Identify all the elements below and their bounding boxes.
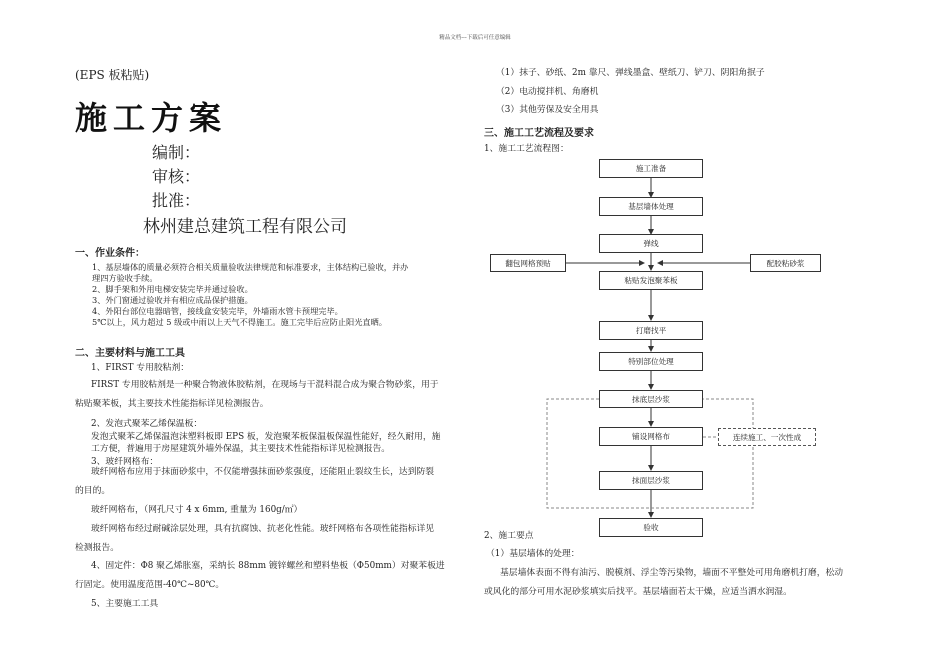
key-points-title: 2、施工要点 bbox=[484, 531, 534, 541]
text-line: 发泡式聚苯乙烯保温泡沫塑料板即 EPS 板，发泡聚苯板保温板保温性能好，经久耐用，施 bbox=[91, 431, 441, 442]
text-line: 4、外阳台部位电器暗管，接线盒安装完毕，外墙雨水管卡预埋完毕。 bbox=[92, 306, 343, 316]
section-1-title: 一、作业条件： bbox=[75, 248, 145, 259]
flow-note-continuous: 连续施工、一次性成 bbox=[718, 428, 816, 446]
text-line: 4、固定件：Φ8 聚乙烯胀塞，采纳长 88mm 镀锌螺丝和塑料垫板（Φ50mm）对聚苯板进 bbox=[91, 561, 445, 571]
list-item: （3）其他劳保及安全用具 bbox=[496, 105, 599, 115]
flow-step-snap-line: 弹线 bbox=[599, 234, 703, 253]
document-header: 精品文档---下载后可任意编辑 bbox=[439, 35, 511, 41]
flow-side-mix-mortar: 配胶粘砂浆 bbox=[750, 254, 821, 272]
flow-step-grind: 打磨找平 bbox=[599, 321, 703, 340]
text-line: 2、发泡式聚苯乙烯保温板： bbox=[91, 419, 203, 429]
text-line: 理四方验收手续。 bbox=[92, 273, 158, 283]
prepared-by-label: 编制： bbox=[152, 143, 201, 162]
text-line: 玻纤网格布经过耐碱涂层处理，具有抗腐蚀、抗老化性能。玻纤网格布各项性能指标详见 bbox=[91, 524, 435, 534]
text-line: 3、外门窗通过验收并有相应成品保护措施。 bbox=[92, 295, 253, 305]
flow-step-base-wall: 基层墙体处理 bbox=[599, 197, 703, 216]
point-1-text-cont bbox=[484, 583, 792, 602]
text-line: 工方便，普遍用于房屋建筑外墙外保温，其主要技术性能指标详见检测报告。 bbox=[91, 444, 391, 454]
text-line: 检测报告。 bbox=[75, 543, 119, 553]
flow-step-paste-board: 粘贴发泡聚苯板 bbox=[599, 271, 703, 290]
section-2-title: 二、主要材料与施工工具 bbox=[75, 348, 185, 359]
page-title: 施工方案 bbox=[75, 99, 228, 137]
text-line: FIRST 专用胶粘剂是一种聚合物液体胶粘剂，在现场与干混料混合成为聚合物砂浆，用于 bbox=[91, 380, 439, 390]
list-item: （1）抹子、砂纸、2m 靠尺、弹线墨盒、壁纸刀、铲刀、阴阳角抿子 bbox=[496, 68, 765, 78]
point-1-text bbox=[500, 564, 843, 583]
text-line: 2、脚手架和外用电梯安装完毕并通过验收。 bbox=[92, 284, 253, 294]
text-line: 粘贴聚苯板，其主要技术性能指标详见检测报告。 bbox=[75, 399, 269, 409]
flow-step-surface-mortar: 抹面层沙浆 bbox=[599, 471, 703, 490]
flow-step-preparation: 施工准备 bbox=[599, 159, 703, 178]
flow-step-acceptance: 验收 bbox=[599, 518, 703, 537]
reviewed-by-label: 审核： bbox=[152, 167, 201, 186]
text-line: 玻纤网格布，（网孔尺寸 4 x 6mm, 重量为 160g/㎡） bbox=[91, 505, 303, 515]
flow-step-special-parts: 特别部位处理 bbox=[599, 352, 703, 371]
list-item: （2）电动搅拌机、角磨机 bbox=[496, 86, 599, 97]
section-3-title: 三、施工工艺流程及要求 bbox=[484, 128, 594, 139]
point-1-title: （1）基层墙体的处理： bbox=[486, 549, 580, 559]
text-line: 1、基层墙体的质量必须符合相关质量验收法律规范和标准要求，主体结构已验收，并办 bbox=[92, 262, 409, 272]
text-line: 基层墙体表面不得有油污、脱模剂、浮尘等污染物，墙面不平整处可用角磨机打磨，松动 bbox=[500, 568, 844, 578]
subtitle: (EPS 板粘贴) bbox=[75, 68, 150, 82]
flow-step-base-mortar: 抹底层沙浆 bbox=[599, 390, 703, 408]
flow-step-mesh: 铺设网格布 bbox=[599, 427, 703, 446]
text-line: 3、玻纤网格布： bbox=[91, 456, 159, 467]
section-2-item-1: 1、FIRST 专用胶粘剂： bbox=[91, 363, 190, 373]
text-line: 玻纤网格布应用于抹面砂浆中，不仅能增强抹面砂浆强度，还能阻止裂纹生长，达到防裂 bbox=[91, 467, 435, 477]
flow-caption: 1、施工工艺流程图： bbox=[484, 144, 569, 154]
text-line: 或风化的部分可用水泥砂浆填实后找平。基层墙面若太干燥，应适当洒水润湿。 bbox=[484, 587, 792, 597]
text-line: 行固定。使用温度范围-40℃~80℃。 bbox=[75, 580, 225, 590]
flow-side-mesh-prepaste: 翻包网格预贴 bbox=[490, 254, 566, 272]
text-line: 的目的。 bbox=[75, 486, 111, 496]
text-line: 5℃以上，风力超过 5 级或中雨以上天气不得施工。施工完毕后应防止阳光直晒。 bbox=[92, 317, 387, 327]
text-line: 5、主要施工工具 bbox=[91, 599, 159, 609]
company-name: 林州建总建筑工程有限公司 bbox=[143, 217, 347, 237]
approved-by-label: 批准： bbox=[152, 191, 201, 210]
